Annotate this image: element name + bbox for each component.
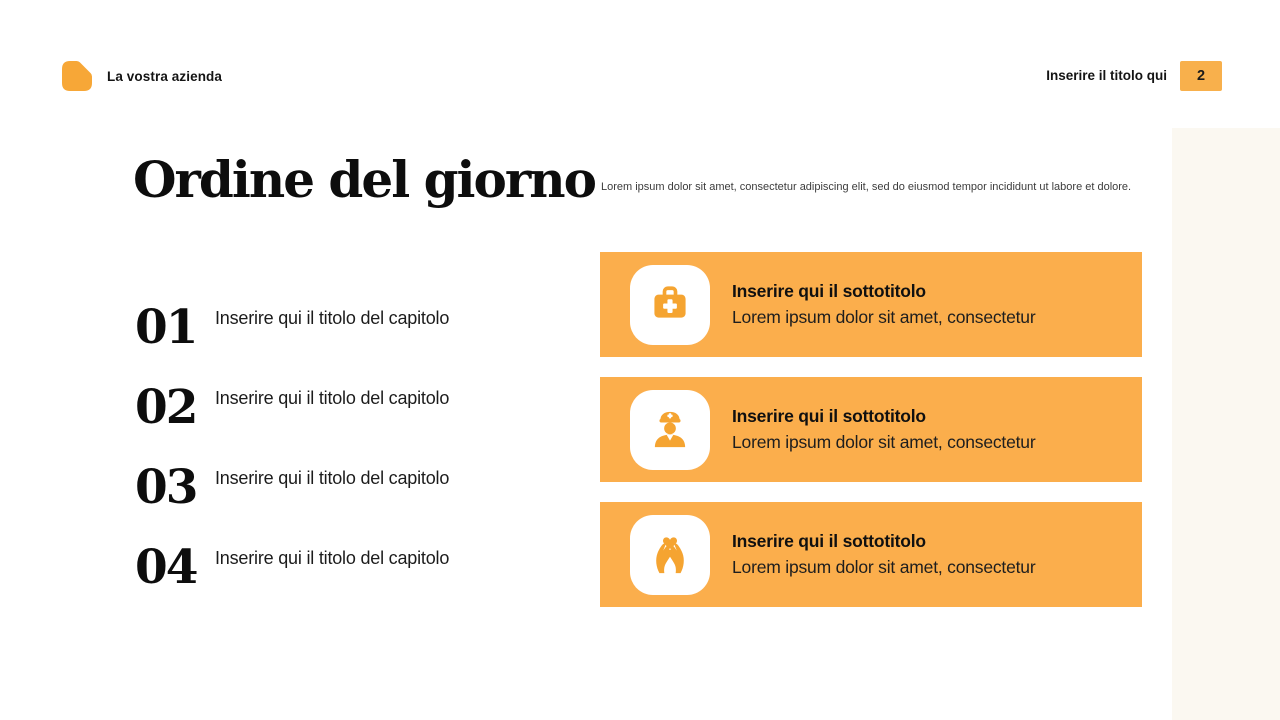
page-number-badge: 2 [1180, 61, 1222, 91]
chapter-label: Inserire qui il titolo del capitolo [215, 308, 450, 328]
card-text [732, 531, 1035, 578]
card-list [600, 252, 1142, 627]
chapter-number: 04 [135, 540, 197, 595]
chapter-list [135, 300, 450, 626]
hands-heart-icon [648, 530, 692, 579]
card-title: Inserire qui il sottotitolo [732, 406, 926, 426]
card-nurse [600, 377, 1142, 482]
card-text [732, 406, 1035, 453]
company-name: La vostra azienda [107, 68, 222, 84]
card-hands-heart [600, 502, 1142, 607]
chapter-label: Inserire qui il titolo del capitolo [215, 548, 450, 568]
card-text [732, 281, 1035, 328]
brand [60, 59, 222, 93]
card-title: Inserire qui il sottotitolo [732, 531, 926, 551]
company-logo-icon [60, 59, 94, 93]
description-text: Lorem ipsum dolor sit amet, consectetur adipiscing elit, sed do eiusmod tempor incididunt ut labore et dolore. [601, 181, 1132, 193]
card-body: Lorem ipsum dolor sit amet, consectetur [732, 307, 1036, 327]
card-title: Inserire qui il sottotitolo [732, 281, 926, 301]
nurse-icon [648, 405, 692, 454]
header-slide-title: Inserire il titolo qui [1046, 68, 1167, 83]
right-accent-strip [1172, 128, 1280, 720]
icon-box [630, 265, 710, 345]
chapter-row [135, 300, 450, 355]
icon-box [630, 515, 710, 595]
chapter-number: 01 [135, 300, 197, 355]
chapter-row [135, 380, 450, 435]
chapter-number: 03 [135, 460, 197, 515]
chapter-row [135, 460, 450, 515]
card-body: Lorem ipsum dolor sit amet, consectetur [732, 557, 1036, 577]
card-body: Lorem ipsum dolor sit amet, consectetur [732, 432, 1036, 452]
chapter-label: Inserire qui il titolo del capitolo [215, 468, 450, 488]
chapter-label: Inserire qui il titolo del capitolo [215, 388, 450, 408]
chapter-number: 02 [135, 380, 197, 435]
page-title: Ordine del giorno [133, 150, 595, 209]
icon-box [630, 390, 710, 470]
header-right [900, 60, 1222, 91]
card-first-aid [600, 252, 1142, 357]
chapter-row [135, 540, 450, 595]
first-aid-kit-icon [648, 280, 692, 329]
